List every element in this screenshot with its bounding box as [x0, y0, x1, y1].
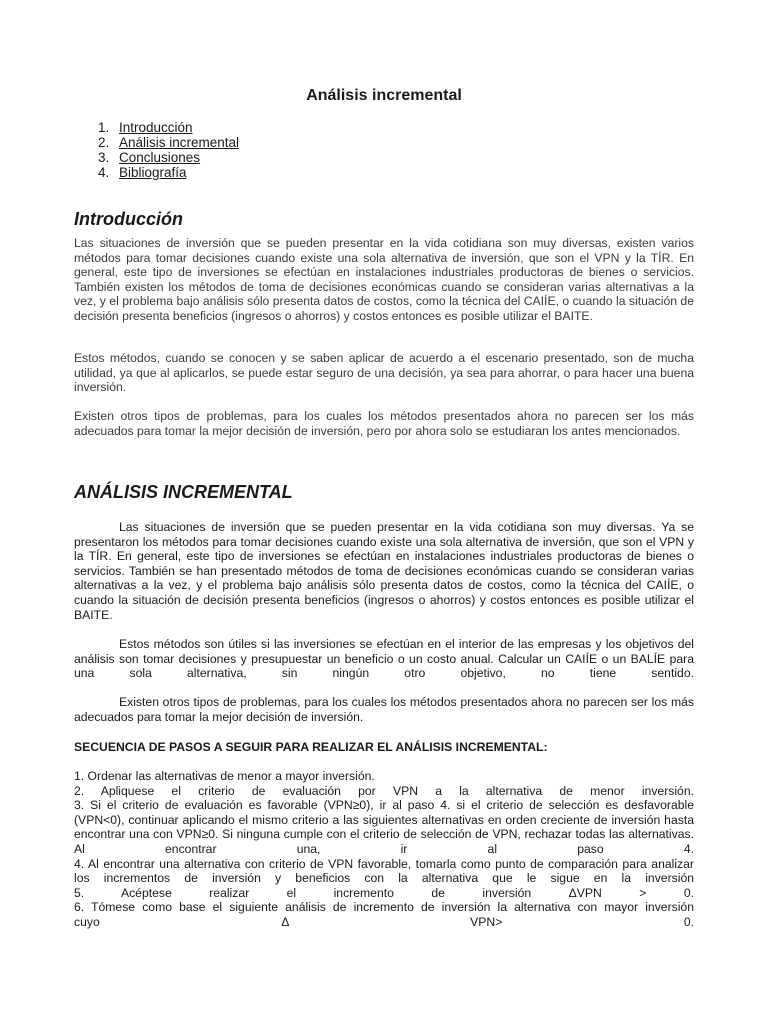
intro-paragraph-1: Las situaciones de inversión que se pueden presentar en la vida cotidiana son muy diversas, existen varios métodos para tomar decisiones cuando existe una sola alternativa de inversión, que son el VPN y la TÍR. En general, este tipo de inversiones se efectúan en instalaciones industriales productoras de bienes o servicios. También existen los métodos de toma de decisiones económicas cuando se consideran varias alternativas a la vez, y el problema bajo análisis sólo presenta datos de costos, como la técnica del CAIÍE, o cuando la situación de decisión presenta beneficios (ingresos o ahorros) y costos entonces es posible utilizar el BAITE. — [74, 236, 694, 323]
sequence-heading: SECUENCIA DE PASOS A SEGUIR PARA REALIZAR EL ANÁLISIS INCREMENTAL: — [74, 740, 548, 754]
toc-link-conclusiones[interactable]: Conclusiones — [119, 150, 201, 165]
step-item: 6. Tómese como base el siguiente análisis de incremento de inversión la alternativa con mayor inversión — [74, 900, 694, 915]
step-item: 1. Ordenar las alternativas de menor a mayor inversión. — [74, 769, 375, 783]
intro-paragraph-3: Existen otros tipos de problemas, para los cuales los métodos presentados ahora no parecen ser los más adecuados para tomar la mejor decisión de inversión, pero por ahora solo se estudiaran los antes mencionados. — [74, 409, 694, 438]
step-item: 2. Apliquese el criterio de evaluación por VPN a la alternativa de menor inversión. — [74, 783, 694, 798]
toc-link-analisis[interactable]: Análisis incremental — [119, 135, 240, 150]
analisis-paragraph-3: Existen otros tipos de problemas, para los cuales los métodos presentados ahora no parecen ser los más adecuados para tomar la mejor decisión de inversión. — [74, 695, 694, 724]
toc-item: 1. Introducción — [98, 120, 193, 135]
page-title: Análisis incremental — [306, 87, 462, 104]
analisis-paragraph-2: Estos métodos son útiles si las inversiones se efectúan en el interior de las empresas y los objetivos del análisis son tomar decisiones y presupuestar un beneficio o un costo anual. Calcular un CAIÍE o un BALÍE para una sola alternativa, sin ningún otro objetivo, no tiene sentido. — [74, 637, 694, 681]
toc-item: 2. Análisis incremental — [98, 135, 240, 150]
table-of-contents — [98, 120, 239, 180]
analisis-paragraph-1: Las situaciones de inversión que se pueden presentar en la vida cotidiana son muy diversas. Ya se presentaron los métodos para tomar decisiones cuando existe una sola alternativa de inversión, que son el VPN y la TÍR. En general, este tipo de inversiones se efectúan en instalaciones industriales productoras de bienes o servicios. También se han presentado métodos de toma de decisiones económicas cuando se consideran varias alternativas a la vez, y el problema bajo análisis sólo presenta datos de costos, como la técnica del CAIÍE, o cuando la situación de decisión presenta beneficios (ingresos o ahorros) y costos entonces es posible utilizar el BAITE. — [74, 520, 694, 622]
toc-link-introduccion[interactable]: Introducción — [119, 120, 193, 135]
toc-item: 4. Bibliografía — [98, 165, 187, 180]
steps-list — [74, 769, 694, 930]
intro-paragraph-2: Estos métodos, cuando se conocen y se saben aplicar de acuerdo a el escenario presentado, son de mucha utilidad, ya que al aplicarlos, se puede estar seguro de una decisión, ya sea para ahorrar, o para hacer una buena inversión. — [74, 351, 694, 395]
step-item: 5. Acéptese realizar el incremento de inversión ΔVPN > 0. — [74, 885, 694, 900]
analisis-heading: ANÁLISIS INCREMENTAL — [74, 482, 293, 502]
toc-link-bibliografia[interactable]: Bibliografía — [119, 165, 187, 180]
intro-heading: Introducción — [74, 209, 183, 229]
step-item: 3. Si el criterio de evaluación es favorable (VPN≥0), ir al paso 4. si el criterio de selección es desfavorable (VPN<0), continuar aplicando el mismo criterio a las siguientes alternativas en orden creciente de inversión hasta encontrar una con VPN≥0. Si ninguna cumple con el criterio de selección de VPN, rechazar todas las alternativas. Al encontrar una, ir al paso 4. — [74, 798, 694, 856]
step-item: cuyo Δ VPN> 0. — [74, 914, 694, 929]
toc-item: 3. Conclusiones — [98, 150, 201, 165]
step-item: 4. Al encontrar una alternativa con criterio de VPN favorable, tomarla como punto de comparación para analizar los incrementos de inversión y beneficios con la alternativa que le sigue en la inversión — [74, 856, 694, 886]
